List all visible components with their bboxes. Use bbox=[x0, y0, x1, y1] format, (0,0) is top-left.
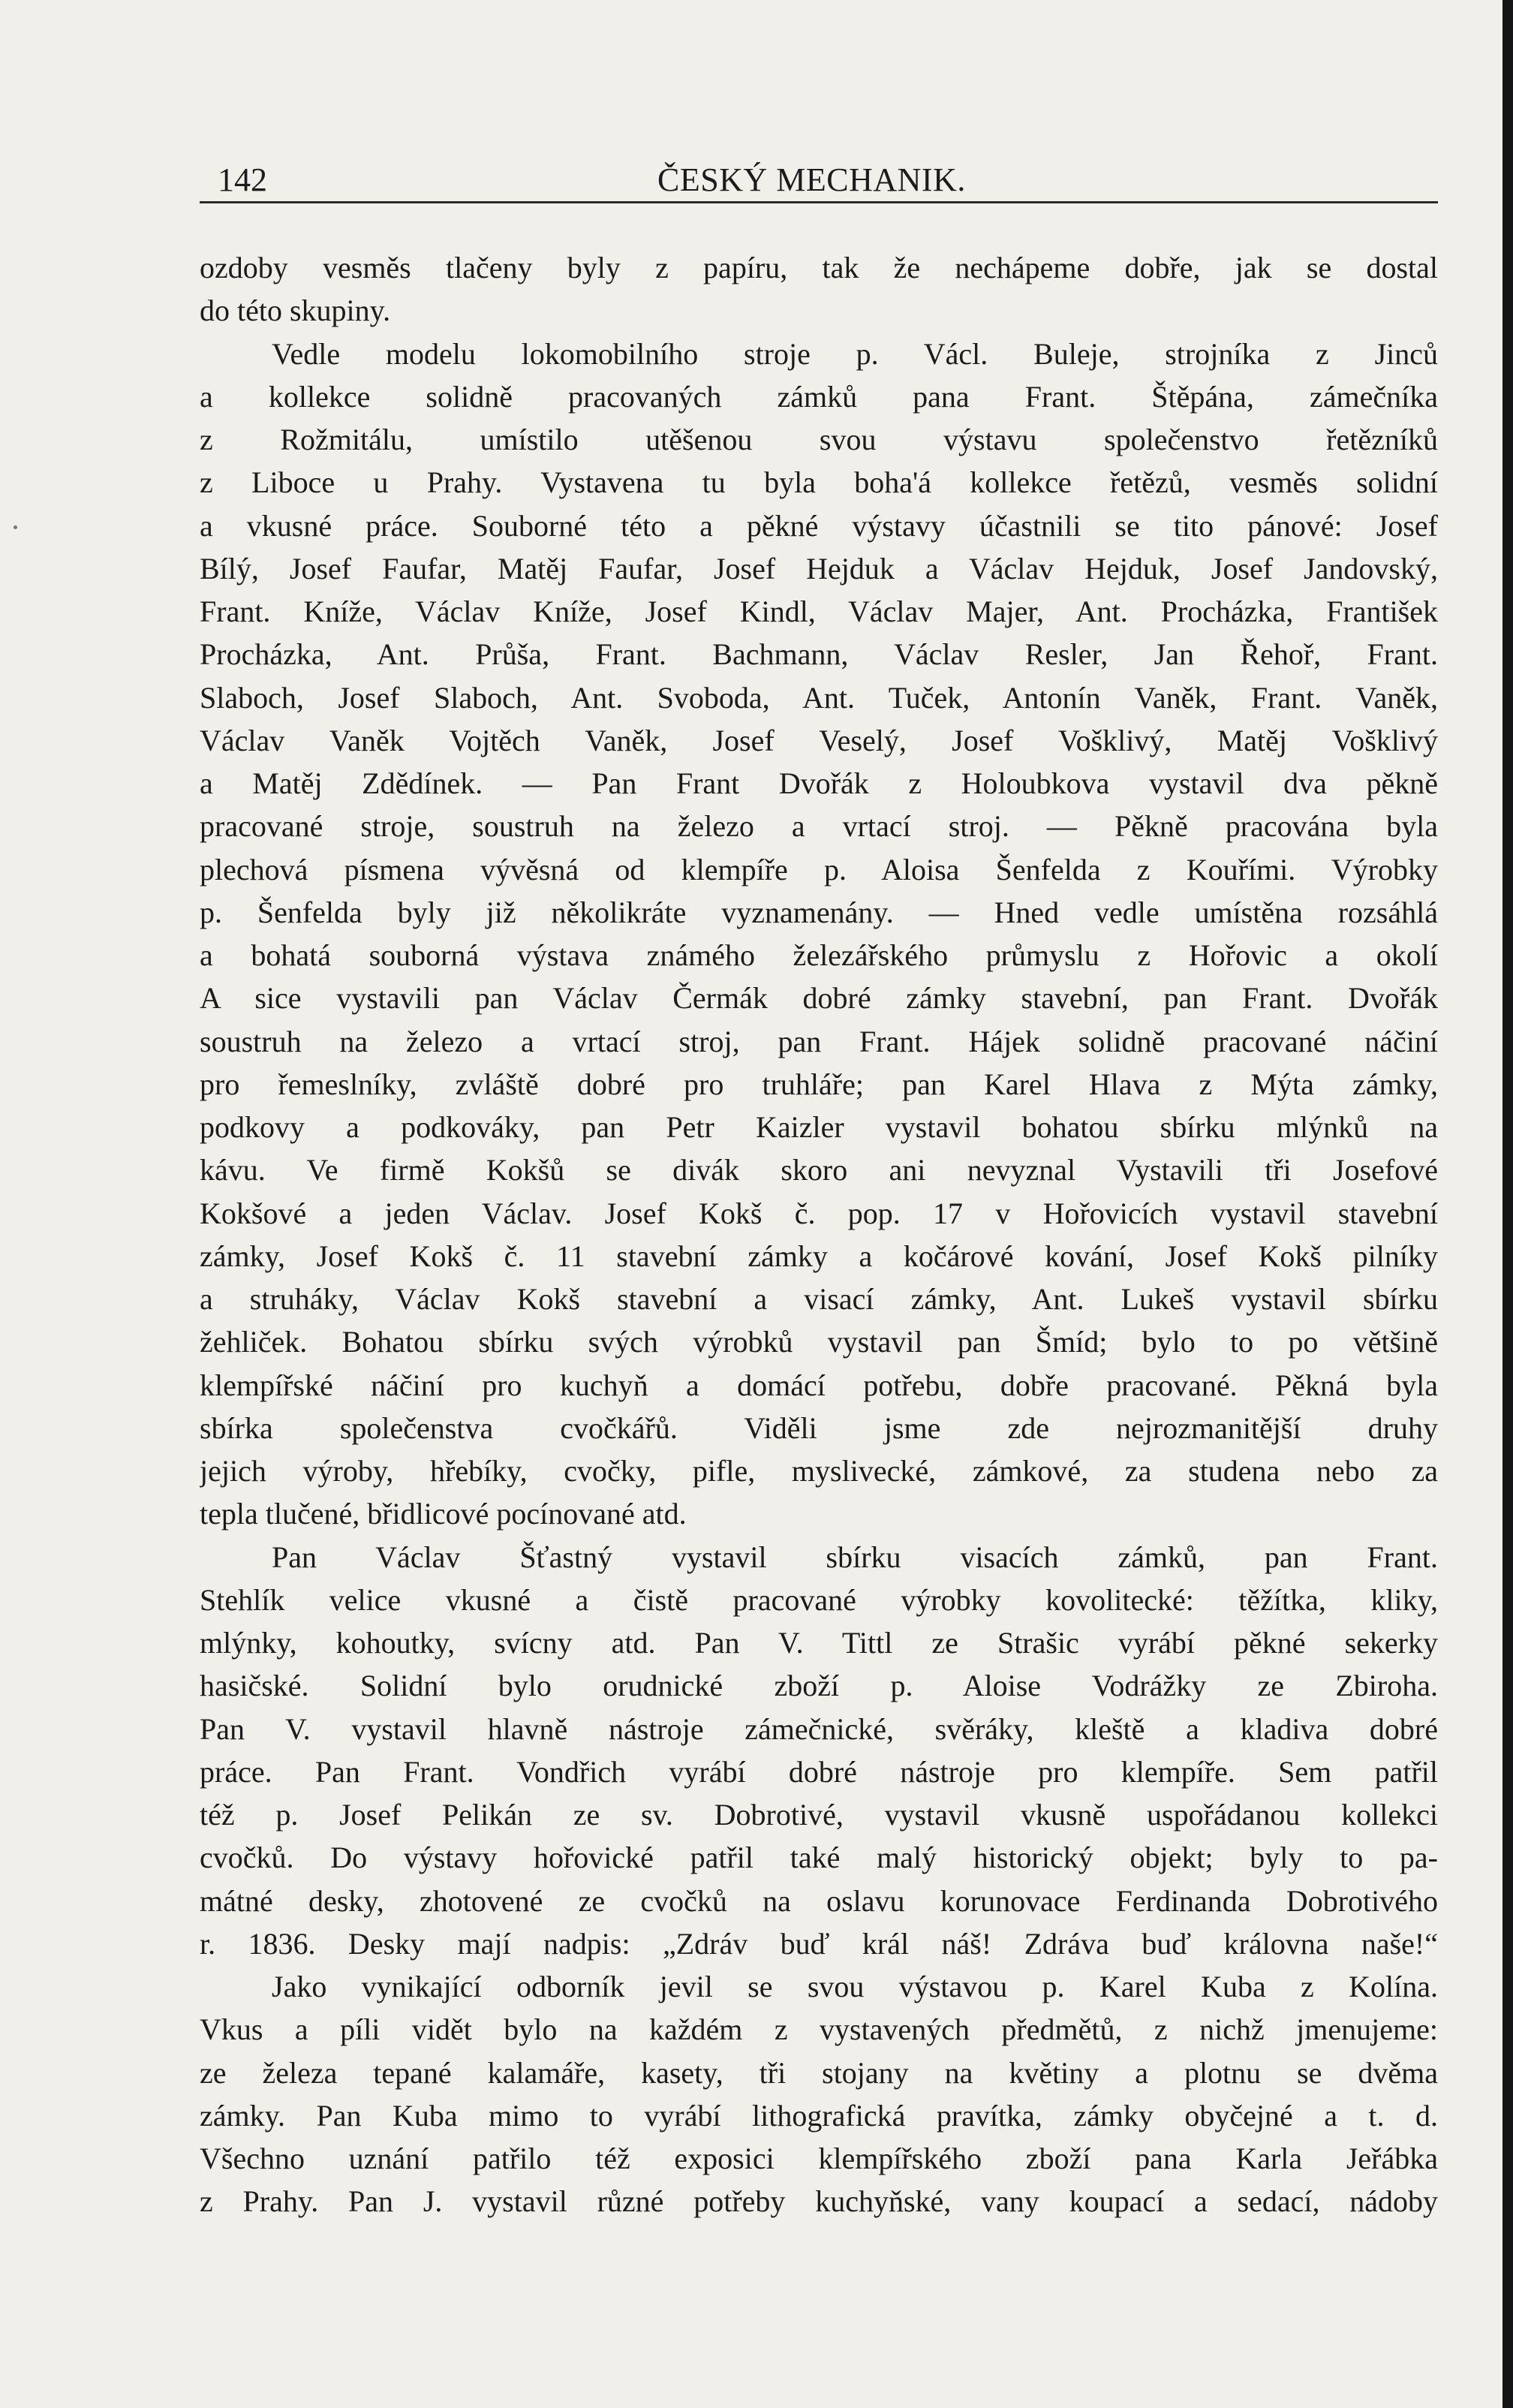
text-line: Václav Vaněk Vojtěch Vaněk, Josef Veselý, Josef Vošklivý, Matěj Vošklivý bbox=[200, 723, 1438, 757]
text-line: A sice vystavili pan Václav Čermák dobré zámky stavební, pan Frant. Dvořák bbox=[200, 981, 1438, 1016]
text-line: a kollekce solidně pracovaných zámků pana Frant. Štěpána, zámečníka bbox=[200, 379, 1438, 414]
text-line: a struháky, Václav Kokš stavební a visací zámky, Ant. Lukeš vystavil sbírku bbox=[200, 1282, 1438, 1316]
text-line: kávu. Ve firmě Kokšů se divák skoro ani nevyznal Vystavili tři Josefové bbox=[200, 1153, 1438, 1187]
text-line: pro řemeslníky, zvláště dobré pro truhláře; pan Karel Hlava z Mýta zámky, bbox=[200, 1067, 1438, 1101]
text-line: zámky, Josef Kokš č. 11 stavební zámky a kočárové kování, Josef Kokš pilníky bbox=[200, 1239, 1438, 1273]
text-line: podkovy a podkováky, pan Petr Kaizler vystavil bohatou sbírku mlýnků na bbox=[200, 1110, 1438, 1144]
text-line: sbírka společenstva cvočkářů. Viděli jsme zde nejrozmanitější druhy bbox=[200, 1410, 1438, 1445]
text-line: Jako vynikající odborník jevil se svou výstavou p. Karel Kuba z Kolína. bbox=[272, 1970, 1438, 2003]
text-line: a vkusné práce. Souborné této a pěkné výstavy účastnili se tito pánové: Josef bbox=[200, 508, 1438, 543]
text-line: Stehlík velice vkusné a čistě pracované výrobky kovolitecké: těžítka, kliky, bbox=[200, 1582, 1438, 1617]
text-line: ozdoby vesměs tlačeny byly z papíru, tak že nechápeme dobře, jak se dostal bbox=[200, 251, 1438, 284]
body-text bbox=[200, 246, 1438, 2223]
scan-speck bbox=[14, 525, 17, 529]
text-line: a Matěj Zdědínek. — Pan Frant Dvořák z Holoubkova vystavil dva pěkně bbox=[200, 766, 1438, 800]
text-line: p. Šenfelda byly již několikráte vyznamenány. — Hned vedle umístěna rozsáhlá bbox=[200, 895, 1438, 929]
text-line: a bohatá souborná výstava známého železářského průmyslu z Hořovic a okolí bbox=[200, 938, 1438, 972]
text-line: jejich výroby, hřebíky, cvočky, pifle, myslivecké, zámkové, za studena nebo za bbox=[200, 1454, 1438, 1488]
text-line: Procházka, Ant. Průša, Frant. Bachmann, Václav Resler, Jan Řehoř, Frant. bbox=[200, 637, 1438, 672]
text-line: Všechno uznání patřilo též exposici klempířského zboží pana Karla Jeřábka bbox=[200, 2142, 1438, 2175]
text-line: ze železa tepané kalamáře, kasety, tři stojany na květiny a plotnu se dvěma bbox=[200, 2055, 1438, 2090]
text-line: Pan V. vystavil hlavně nástroje zámečnické, svěráky, kleště a kladiva dobré bbox=[200, 1711, 1438, 1746]
text-line: r. 1836. Desky mají nadpis: „Zdráv buď král náš! Zdráva buď královna naše!“ bbox=[200, 1926, 1438, 1961]
text-line: do této skupiny. bbox=[200, 293, 391, 328]
text-line: mlýnky, kohoutky, svícny atd. Pan V. Tittl ze Strašic vyrábí pěkné sekerky bbox=[200, 1626, 1438, 1660]
text-line: Pan Václav Šťastný vystavil sbírku visacích zámků, pan Frant. bbox=[272, 1540, 1438, 1574]
text-line: Vkus a píli vidět bylo na každém z vystavených předmětů, z nichž jmenujeme: bbox=[200, 2012, 1438, 2047]
page-header bbox=[200, 152, 1438, 197]
text-line: hasičské. Solidní bylo orudnické zboží p. Aloise Vodrážky ze Zbiroha. bbox=[200, 1669, 1438, 1703]
text-line: Kokšové a jeden Václav. Josef Kokš č. pop. 17 v Hořovicích vystavil stavební bbox=[200, 1196, 1438, 1230]
text-line: žehliček. Bohatou sbírku svých výrobků vystavil pan Šmíd; bylo to po většině bbox=[200, 1325, 1438, 1359]
text-line: mátné desky, zhotovené ze cvočků na oslavu korunovace Ferdinanda Dobrotivého bbox=[200, 1883, 1438, 1918]
text-line: též p. Josef Pelikán ze sv. Dobrotivé, vystavil vkusně uspořádanou kollekci bbox=[200, 1798, 1438, 1832]
text-line: Bílý, Josef Faufar, Matěj Faufar, Josef Hejduk a Václav Hejduk, Josef Jandovský, bbox=[200, 551, 1438, 585]
text-line: zámky. Pan Kuba mimo to vyrábí lithografická pravítka, zámky obyčejné a t. d. bbox=[200, 2098, 1438, 2133]
text-line: soustruh na železo a vrtací stroj, pan Frant. Hájek solidně pracované náčiní bbox=[200, 1024, 1438, 1058]
header-rule bbox=[200, 201, 1438, 203]
text-line: Vedle modelu lokomobilního stroje p. Václ. Buleje, strojníka z Jinců bbox=[272, 336, 1438, 371]
text-line: plechová písmena vývěsná od klempíře p. Aloisa Šenfelda z Kouřími. Výrobky bbox=[200, 852, 1438, 886]
text-line: pracované stroje, soustruh na železo a vrtací stroj. — Pěkně pracována byla bbox=[200, 809, 1438, 844]
text-line: Frant. Kníže, Václav Kníže, Josef Kindl, Václav Majer, Ant. Procházka, František bbox=[200, 594, 1438, 628]
text-line: z Liboce u Prahy. Vystavena tu byla boha'á kollekce řetězů, vesměs solidní bbox=[200, 465, 1438, 500]
scan-border bbox=[1502, 0, 1513, 2408]
text-line: práce. Pan Frant. Vondřich vyrábí dobré nástroje pro klempíře. Sem patřil bbox=[200, 1754, 1438, 1789]
page-number: 142 bbox=[218, 161, 267, 198]
text-line: z Prahy. Pan J. vystavil různé potřeby kuchyňské, vany koupací a sedací, nádoby bbox=[200, 2184, 1438, 2219]
running-title: ČESKÝ MECHANIK. bbox=[657, 161, 966, 198]
text-line: Slaboch, Josef Slaboch, Ant. Svoboda, Ant. Tuček, Antonín Vaněk, Frant. Vaněk, bbox=[200, 680, 1438, 715]
text-line: z Rožmitálu, umístilo utěšenou svou výstavu společenstvo řetězníků bbox=[200, 423, 1438, 456]
text-line: cvočků. Do výstavy hořovické patřil také malý historický objekt; byly to pa- bbox=[200, 1841, 1438, 1875]
text-line: tepla tlučené, břidlicové pocínované atd. bbox=[200, 1497, 687, 1531]
text-line: klempířské náčiní pro kuchyň a domácí potřebu, dobře pracované. Pěkná byla bbox=[200, 1368, 1438, 1402]
